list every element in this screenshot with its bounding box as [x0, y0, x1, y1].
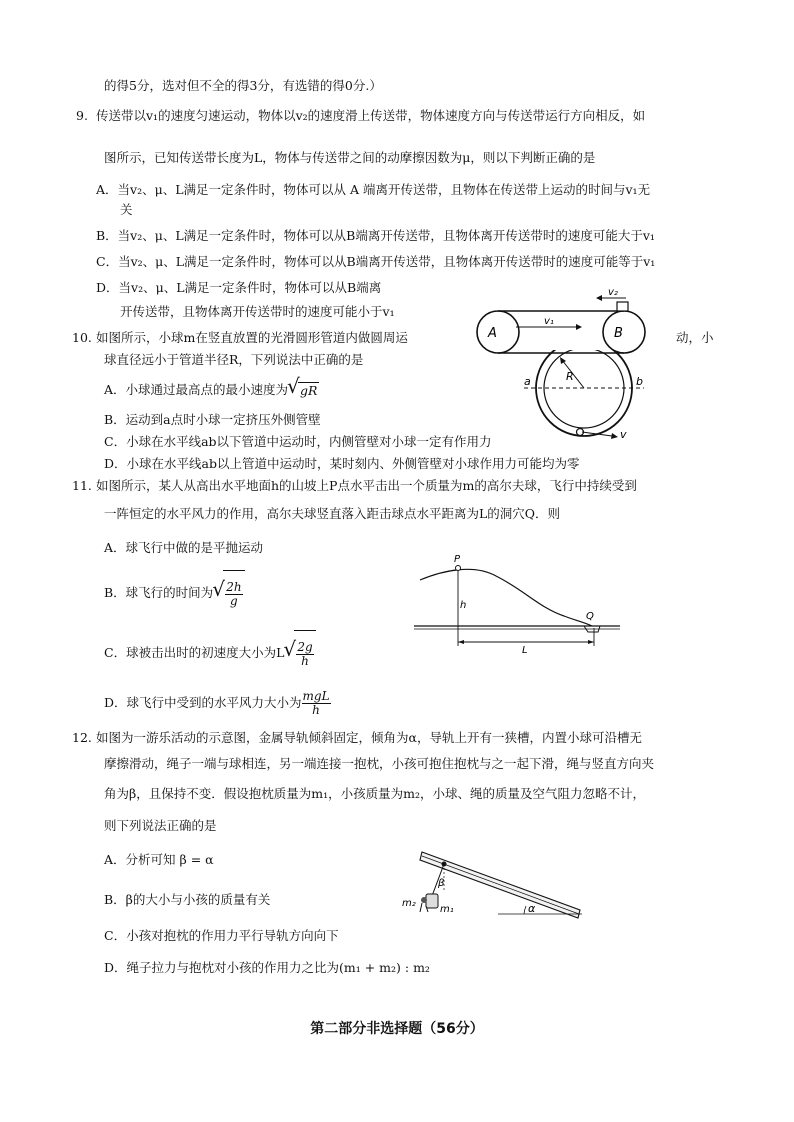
q10-option-c[interactable]: C．小球在水平线ab以下管道中运动时，内侧管壁对小球一定有作用力: [104, 434, 492, 449]
q12-option-d[interactable]: D．绳子拉力与抱枕对小孩的作用力之比为(m₁ + m₂) : m₂: [104, 960, 430, 975]
frac-den-g: g: [230, 594, 238, 608]
circular-tube-figure: [520, 350, 650, 440]
label-A: A: [488, 326, 497, 341]
label-L: L: [522, 645, 528, 656]
sqrt-2g-over-h: [284, 630, 315, 677]
q10-option-b[interactable]: B．运动到a点时小球一定挤压外侧管壁: [104, 412, 321, 427]
frac-den-h: h: [301, 654, 309, 668]
golf-hill-figure: [414, 552, 620, 656]
frac-num-mgL: mgL: [302, 689, 330, 703]
q11-stem-line1: 如图所示，某人从高出水平地面h的山坡上P点水平击出一个质量为m的高尔夫球，飞行中持续受到: [96, 478, 637, 493]
q10-stem-line1b: 动，小: [676, 330, 714, 345]
q12-number: 12.: [72, 730, 92, 745]
label-b: b: [636, 375, 643, 388]
q9-stem-line2: 图所示，已知传送带长度为L，物体与传送带之间的动摩擦因数为μ，则以下判断正确的是: [104, 150, 596, 165]
label-alpha: α: [528, 902, 536, 915]
frac-num-2h: √ 2h: [226, 580, 242, 594]
q12-option-a[interactable]: A．分析可知 β = α: [104, 852, 214, 867]
sqrt-2h-over-g: [213, 570, 244, 617]
section-title: 第二部分非选择题（56分）: [310, 1021, 484, 1037]
q11-option-c-text: C．球被击出时的初速度大小为L: [104, 645, 285, 660]
label-v: v: [620, 428, 627, 440]
q11-option-d[interactable]: [104, 682, 331, 724]
label-P: P: [454, 554, 461, 565]
q12-stem-line4: 则下列说法正确的是: [104, 818, 217, 833]
q9-stem-line1: 传送带以v₁的速度匀速运动，物体以v₂的速度滑上传送带，物体速度方向与传送带运行方向相反，如: [96, 108, 646, 123]
label-B: B: [614, 326, 623, 341]
q10-option-a-text: A．小球通过最高点的最小速度为: [104, 382, 289, 397]
label-a: a: [524, 375, 531, 388]
radicand-gR: gR: [300, 383, 318, 398]
q11-option-b-text: B．球飞行的时间为: [104, 585, 214, 600]
q11-stem-line2: 一阵恒定的水平风力的作用，高尔夫球竖直落入距击球点水平距离为L的洞穴Q．则: [104, 506, 561, 521]
q10-option-d[interactable]: D．小球在水平线ab以上管道中运动时，某时刻内、外侧管壁对小球作用力可能均为零: [104, 456, 580, 471]
label-beta: β: [438, 878, 445, 889]
q10-stem-line2: 球直径远小于管道半径R，下列说法中正确的是: [104, 352, 364, 367]
label-v2: v₂: [608, 287, 618, 298]
q10-option-a[interactable]: [104, 382, 319, 399]
q9-option-d-line1[interactable]: D．当v₂、μ、L满足一定条件时，物体可以从B端离: [96, 280, 382, 295]
instruction-tail: 的得5分，选对但不全的得3分，有选错的得0分.）: [104, 78, 382, 93]
label-v1: v₁: [544, 316, 554, 327]
q11-option-c[interactable]: [104, 630, 316, 677]
q9-number: 9.: [76, 108, 88, 123]
q10-stem-line1a: 如图所示，小球m在竖直放置的光滑圆形管道内做圆周运: [96, 330, 408, 345]
conveyor-belt-figure: [476, 284, 648, 360]
q9-option-a-line1[interactable]: A．当v₂、μ、L满足一定条件时，物体可以从 A 端离开传送带，且物体在传送带上运动的时间与v₁无: [96, 182, 651, 197]
label-m2: m₂: [402, 898, 416, 909]
q9-option-b[interactable]: B．当v₂、μ、L满足一定条件时，物体可以从B端离开传送带，且物体离开传送带时的速度可能大于v₁: [96, 228, 655, 243]
label-R: R: [566, 370, 574, 383]
label-Q: Q: [586, 611, 594, 622]
q11-number: 11.: [72, 478, 92, 493]
q11-option-d-text: D．球飞行中受到的水平风力大小为: [104, 695, 302, 710]
q12-stem-line2: 摩擦滑动，绳子一端与球相连，另一端连接一抱枕，小孩可抱住抱枕与之一起下滑，绳与竖直方向夹: [104, 756, 655, 771]
frac-den-h2: h: [312, 703, 320, 717]
q11-option-b[interactable]: [104, 570, 245, 617]
q12-option-c[interactable]: C．小孩对抱枕的作用力平行导轨方向向下: [104, 928, 339, 943]
q12-option-b[interactable]: B．β的大小与小孩的质量有关: [104, 892, 271, 907]
label-m1: m₁: [440, 904, 454, 915]
q9-option-d-line2[interactable]: 开传送带，且物体离开传送带时的速度可能小于v₁: [120, 304, 395, 319]
q12-stem-line1: 如图为一游乐活动的示意图，金属导轨倾斜固定，倾角为α，导轨上开有一狭槽，内置小球可沿槽无: [96, 730, 642, 745]
label-h: h: [460, 600, 467, 611]
q10-number: 10.: [72, 330, 92, 345]
frac-num-2g: √ 2g: [297, 640, 313, 654]
inclined-rail-figure: [398, 848, 584, 926]
q9-option-a-line2[interactable]: 关: [120, 202, 133, 217]
q9-option-c[interactable]: C．当v₂、μ、L满足一定条件时，物体可以从B端离开传送带，且物体离开传送带时的速度可能等于v₁: [96, 254, 656, 269]
q12-stem-line3: 角为β，且保持不变．假设抱枕质量为m₁，小孩质量为m₂，小球、绳的质量及空气阻力忽略不计，: [104, 786, 645, 801]
q11-option-a[interactable]: A．球飞行中做的是平抛运动: [104, 540, 264, 555]
sqrt-gR: [288, 382, 319, 399]
